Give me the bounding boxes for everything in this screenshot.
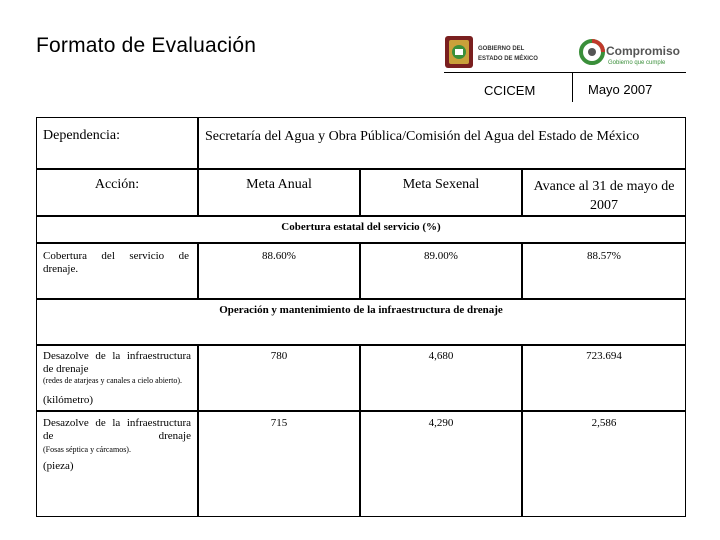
row1-sexenal-cell	[360, 243, 522, 299]
row1-avance-cell	[522, 243, 686, 299]
row1-sexenal: 89.00%	[424, 250, 458, 262]
row1-anual-cell	[198, 243, 360, 299]
row1-label: Cobertura del servicio de drenaje.	[43, 250, 189, 275]
row3-anual-cell	[198, 411, 360, 517]
section-operacion-cell	[36, 299, 686, 345]
row1-avance: 88.57%	[587, 250, 621, 262]
gob-logo-line1: GOBIERNO DEL	[478, 46, 525, 52]
row2-sexenal-cell	[360, 345, 522, 411]
section-cobertura-cell	[36, 216, 686, 243]
row3-avance-cell	[522, 411, 686, 517]
row3-avance: 2,586	[591, 417, 617, 429]
dependencia-value: Secretaría del Agua y Obra Pública/Comisión del Agua del Estado de México	[205, 129, 640, 144]
dependencia-value-cell	[198, 117, 686, 169]
row2-note: (redes de atarjeas y canales a cielo abierto).	[43, 376, 183, 385]
meta-sexenal-header: Meta Sexenal	[402, 177, 480, 192]
row2-label-cell	[36, 345, 198, 411]
row3-unit: (pieza)	[43, 460, 74, 472]
header-vertical-divider	[572, 72, 573, 102]
accion-label-cell	[36, 169, 198, 216]
row3-label-cell	[36, 411, 198, 517]
dependencia-label-cell	[36, 117, 198, 169]
row3-label: Desazolve de la infraestructura de drenaje	[43, 417, 191, 442]
gobierno-estado-mexico-logo	[442, 34, 562, 74]
row3-note: (Fosas séptica y cárcamos).	[43, 445, 131, 454]
meta-sexenal-header-cell	[360, 169, 522, 216]
avance-header-cell	[522, 169, 686, 216]
meta-anual-header: Meta Anual	[246, 177, 312, 192]
compromiso-tagline: Gobierno que cumple	[608, 60, 666, 66]
dependencia-label: Dependencia:	[43, 128, 120, 143]
row1-anual: 88.60%	[262, 250, 296, 262]
row2-avance-cell	[522, 345, 686, 411]
evaluation-table	[36, 117, 686, 517]
org-label: CCICEM	[484, 83, 536, 98]
gob-logo-line2: ESTADO DE MÉXICO	[478, 56, 538, 62]
row2-label: Desazolve de la infraestructura de drenaje	[43, 350, 191, 375]
meta-anual-header-cell	[198, 169, 360, 216]
section-cobertura-title: Cobertura estatal del servicio (%)	[281, 221, 441, 233]
row2-avance: 723.694	[586, 350, 622, 362]
row2-sexenal: 4,680	[428, 350, 454, 362]
avance-header: Avance al 31 de mayo de 2007	[533, 179, 675, 213]
row3-sexenal-cell	[360, 411, 522, 517]
compromiso-name: Compromiso	[606, 44, 681, 58]
row3-anual: 715	[270, 417, 288, 429]
row2-unit: (kilómetro)	[43, 394, 94, 406]
accion-label: Acción:	[94, 177, 140, 192]
row3-sexenal: 4,290	[428, 417, 454, 429]
header-divider	[444, 72, 686, 73]
page-title: Formato de Evaluación	[36, 34, 257, 57]
row1-label-cell	[36, 243, 198, 299]
section-operacion-title: Operación y mantenimiento de la infraestructura de drenaje	[219, 304, 503, 316]
compromiso-logo	[578, 36, 688, 72]
date-label: Mayo 2007	[588, 82, 653, 97]
row2-anual-cell	[198, 345, 360, 411]
row2-anual: 780	[270, 350, 288, 362]
